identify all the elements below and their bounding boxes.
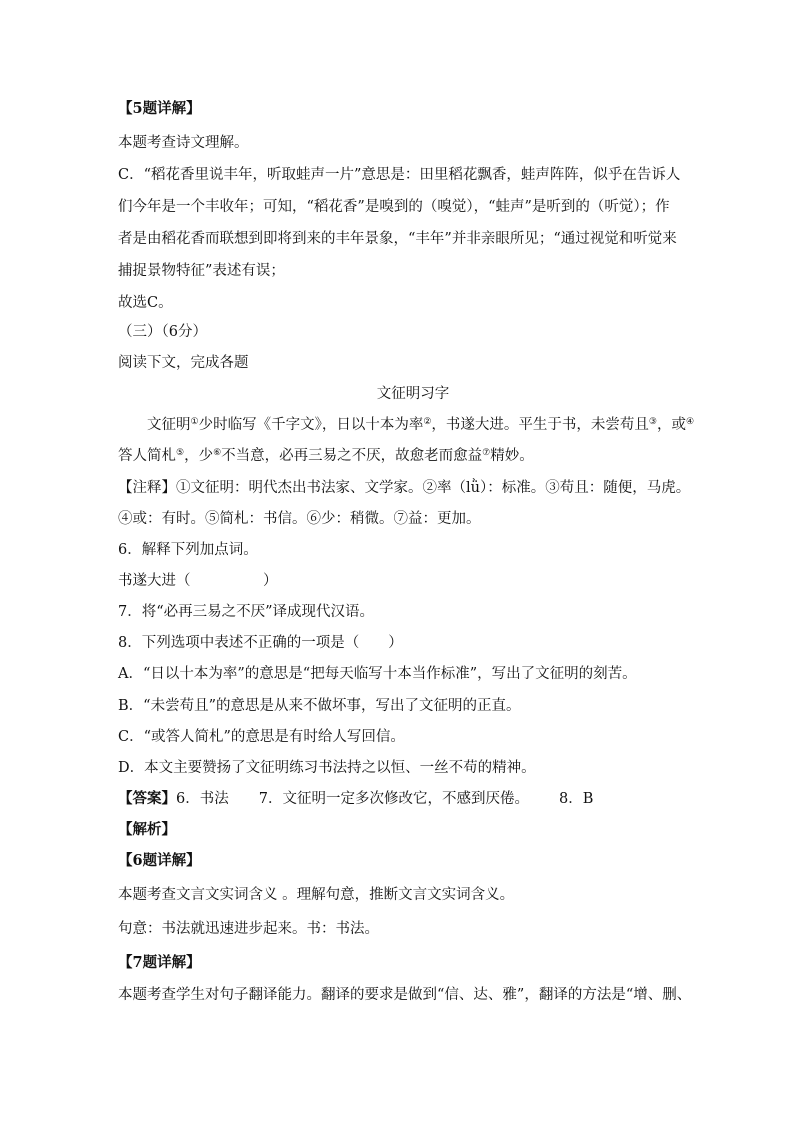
- passage-line-2: [118, 447, 534, 465]
- q7-detail-header: 【7题详解】: [118, 954, 201, 971]
- q5-body-line-2: 们今年是一个丰收年；可知，“稻花香”是嗅到的（嗅觉），“蛙声”是听到的（听觉）；作: [118, 199, 670, 215]
- passage-text: 少时临写《千字文》，日以十本为率: [198, 417, 424, 433]
- section-three-heading: （三）（6分）: [118, 324, 207, 340]
- q7-intro: 本题考查学生对句子翻译能力。翻译的要求是做到“信、达、雅”，翻译的方法是“增、删、: [118, 987, 692, 1003]
- q6-detail-header: 【6题详解】: [118, 852, 201, 869]
- q5-body-line-4: 捕捉景物特征”表述有误；: [118, 263, 285, 279]
- q5-answer: 故选C。: [118, 295, 173, 311]
- option-c: C．“或答人简札”的意思是有时给人写回信。: [118, 729, 405, 745]
- passage-text: 文征明: [147, 417, 191, 433]
- q5-detail-header: 【5题详解】: [118, 100, 201, 117]
- question-8: 8．下列选项中表述不正确的一项是（ ）: [118, 635, 403, 651]
- passage-line-1: [118, 416, 694, 434]
- answer-6: 6．书法: [176, 791, 229, 807]
- reading-instruction: 阅读下文，完成各题: [118, 355, 249, 371]
- option-d: D．本文主要赞扬了文征明练习书法持之以恒、一丝不苟的精神。: [118, 760, 536, 776]
- option-a: A．“日以十本为率”的意思是“把每天临写十本当作标准”，写出了文征明的刻苦。: [118, 666, 637, 682]
- q5-intro: 本题考查诗文理解。: [118, 135, 249, 151]
- question-6-item: 书遂大进（ ）: [118, 573, 278, 589]
- note-marker: ③: [648, 417, 657, 427]
- note-marker: ⑤: [176, 448, 185, 458]
- annotation-line-2: ④或：有时。⑤简札：书信。⑥少：稍微。⑦益：更加。: [118, 511, 481, 527]
- passage-title: 文征明习字: [376, 386, 450, 402]
- answer-label: 【答案】: [118, 790, 176, 807]
- note-marker: ②: [423, 417, 432, 427]
- passage-text: 答人简札: [118, 448, 176, 464]
- note-marker: ⑦: [482, 448, 491, 458]
- passage-text: ，少: [184, 448, 214, 464]
- annotation-line-1: 【注释】①文征明：明代杰出书法家、文学家。②率（lǜ）：标准。③苟且：随便，马虎。: [118, 480, 691, 496]
- passage-text: 不当意，必再三易之不厌，故愈老而愈益: [221, 448, 483, 464]
- question-7: 7．将“必再三易之不厌”译成现代汉语。: [118, 604, 375, 620]
- option-b: B．“未尝苟且”的意思是从来不做坏事，写出了文征明的正直。: [118, 698, 521, 714]
- answer-line: [118, 790, 593, 808]
- q6-sentence-meaning: 句意：书法就迅速进步起来。书：书法。: [118, 921, 379, 937]
- answer-8: 8．B: [558, 791, 594, 807]
- analysis-label: 【解析】: [118, 821, 176, 838]
- passage-text: ，或: [656, 417, 686, 433]
- answer-7: 7．文征明一定多次修改它，不感到厌倦。: [258, 791, 529, 807]
- note-marker: ①: [190, 417, 199, 427]
- note-marker: ⑥: [213, 448, 222, 458]
- note-marker: ④: [685, 417, 695, 427]
- question-6: 6．解释下列加点词。: [118, 542, 258, 558]
- passage-text: 精妙。: [490, 448, 534, 464]
- q5-body-line-3: 者是由稻花香而联想到即将到来的丰年景象，“丰年”并非亲眼所见；“通过视觉和听觉来: [118, 231, 677, 247]
- q6-intro: 本题考查文言文实词含义 。理解句意，推断文言文实词含义。: [118, 887, 515, 903]
- q5-body-line-1: C．“稻花香里说丰年，听取蛙声一片”意思是：田里稻花飘香，蛙声阵阵，似乎在告诉人: [118, 167, 681, 183]
- passage-text: ，书遂大进。平生于书，未尝苟且: [431, 417, 649, 433]
